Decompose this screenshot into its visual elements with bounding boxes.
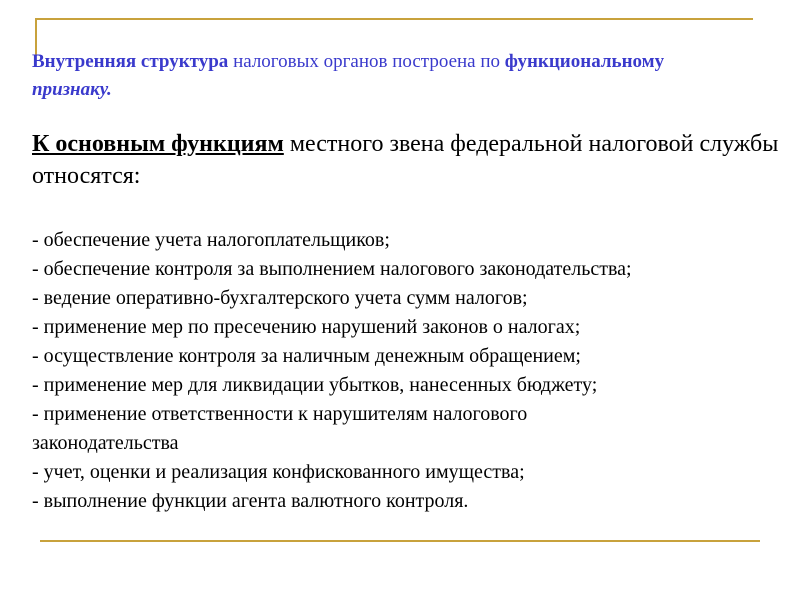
list-item: - осуществление контроля за наличным денежным обращением; bbox=[32, 345, 581, 367]
list-item: - выполнение функции агента валютного контроля. bbox=[32, 490, 469, 512]
heading-underlined: К основным функциям bbox=[32, 131, 284, 157]
list-item: - обеспечение учета налогоплательщиков; bbox=[32, 229, 390, 251]
list-item: - обеспечение контроля за выполнением налогового законодательства; bbox=[32, 258, 632, 280]
intro-italic: признаку. bbox=[32, 79, 112, 100]
list-item: - ведение оперативно-бухгалтерского учета сумм налогов; bbox=[32, 287, 528, 309]
list-item: - применение мер для ликвидации убытков, нанесенных бюджету; bbox=[32, 374, 598, 396]
intro-bold-2: функциональному bbox=[504, 51, 665, 72]
top-rule bbox=[35, 18, 753, 20]
list-item: - учет, оценки и реализация конфискованного имущества; bbox=[32, 461, 525, 483]
heading-rest: местного звена федеральной налоговой службы относятся: bbox=[32, 131, 779, 189]
functions-list bbox=[32, 226, 792, 516]
intro-bold-1: Внутренняя структура bbox=[32, 51, 229, 72]
list-item-continuation: законодательства bbox=[32, 432, 179, 454]
list-item: - применение мер по пресечению нарушений законов о налогах; bbox=[32, 316, 581, 338]
bottom-rule bbox=[40, 540, 760, 542]
intro-text bbox=[32, 48, 787, 104]
intro-regular: налоговых органов построена по bbox=[228, 51, 505, 72]
list-item: - применение ответственности к нарушителям налогового bbox=[32, 403, 528, 425]
functions-heading bbox=[32, 128, 792, 192]
